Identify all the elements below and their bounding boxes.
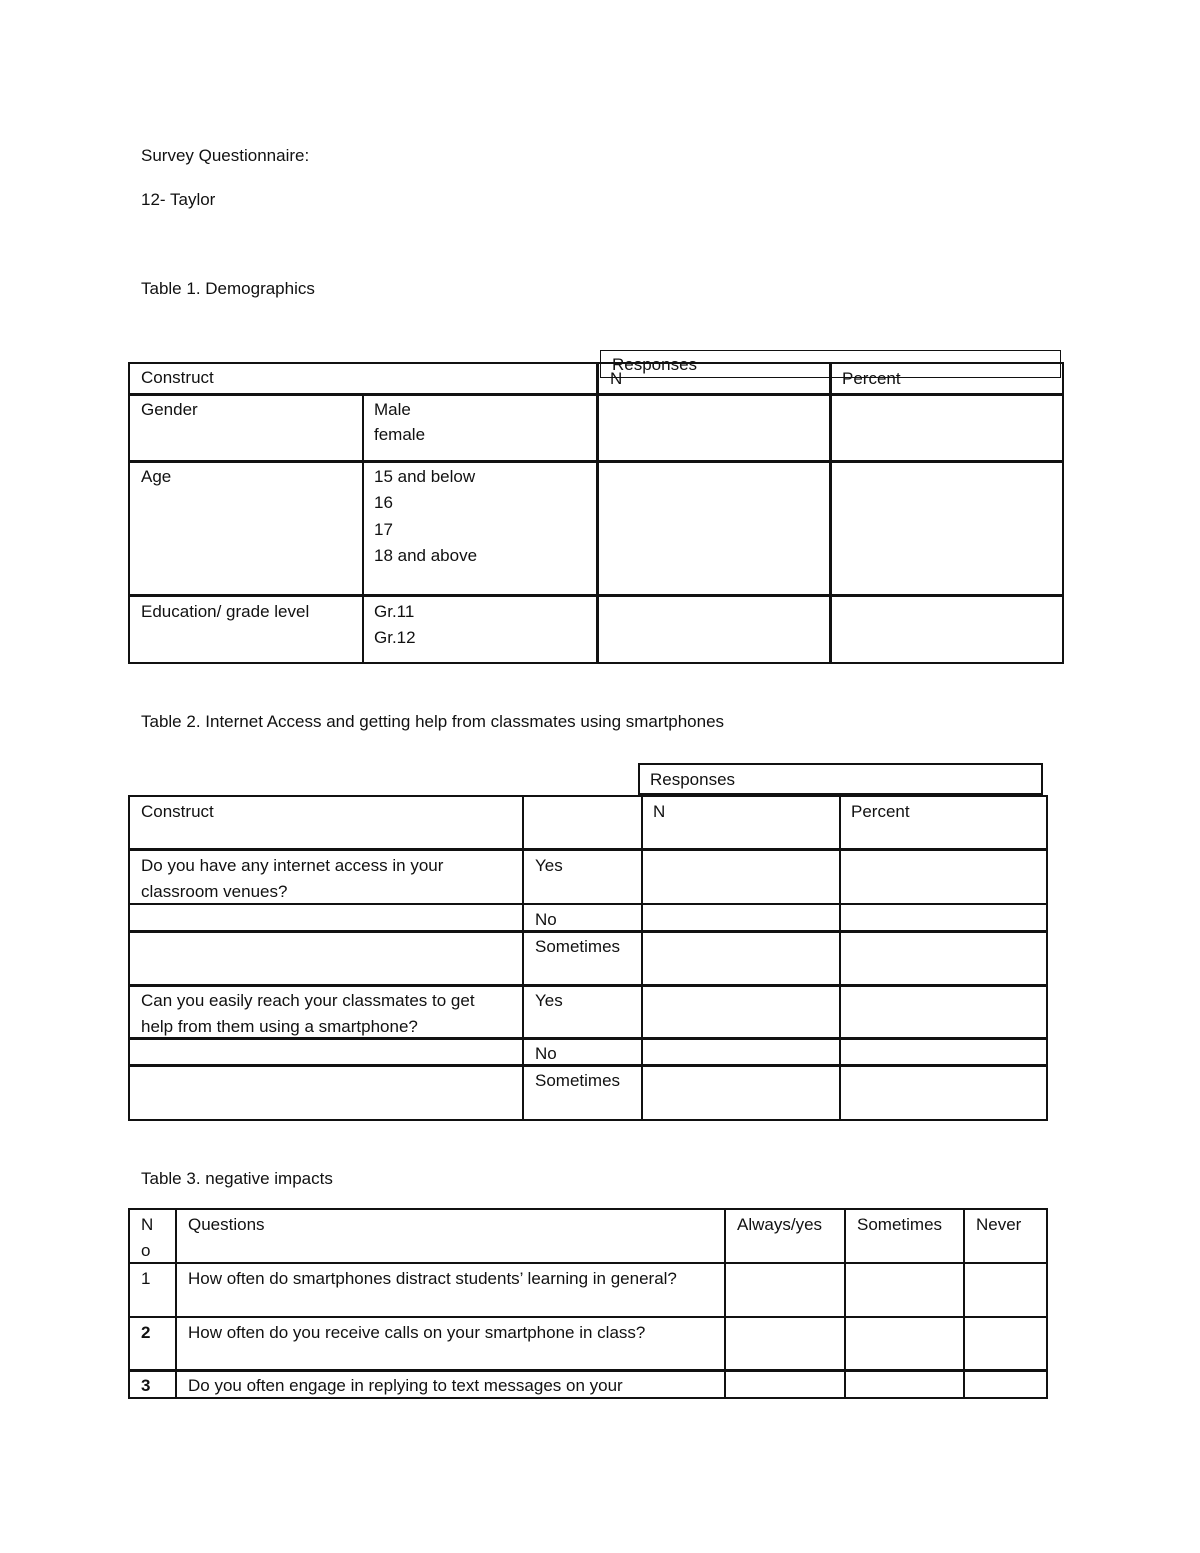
table1-header-construct: Construct (141, 368, 214, 387)
table1-row-construct: Education/ grade level (141, 602, 310, 621)
table2-row-option: Sometimes (535, 937, 621, 956)
table2-row-option: No (535, 910, 557, 929)
table1-row-option: Gr.11 (374, 602, 415, 621)
table2-header-n: N (653, 802, 666, 821)
table2-row-question: Can you easily reach your classmates to get help from them using a smartphone? (141, 991, 475, 1036)
table2-row-question: Do you have any internet access in your classroom venues? (141, 856, 444, 901)
table2-header-percent: Percent (851, 802, 910, 821)
table3-row-question: How often do you receive calls on your smartphone in class? (188, 1323, 646, 1342)
table3-header-always: Always/yes (737, 1215, 823, 1234)
table2-row-option: No (535, 1044, 557, 1063)
table3-caption: Table 3. negative impacts (141, 1169, 333, 1188)
document-title: Survey Questionnaire: (141, 146, 310, 165)
table1-row-option: female (374, 425, 426, 444)
table3-row-no: 3 (141, 1376, 151, 1395)
table3-header-sometimes: Sometimes (857, 1215, 943, 1234)
table2-header-construct: Construct (141, 802, 214, 821)
table2-row-option: Yes (535, 991, 563, 1010)
document-section: 12- Taylor (141, 190, 216, 209)
table2-responses-label: Responses (650, 770, 736, 789)
table1-row-option: 18 and above (374, 546, 478, 565)
table3-header-never: Never (976, 1215, 1022, 1234)
table2-row-option: Sometimes (535, 1071, 621, 1090)
table1-row-option: 16 (374, 493, 393, 512)
table1-row-option: Gr.12 (374, 628, 416, 647)
table3-header-questions: Questions (188, 1215, 265, 1234)
table3-header-no: No (141, 1215, 154, 1260)
table3-row-question: How often do smartphones distract students’ learning in general? (188, 1269, 677, 1288)
table1-row-option: 15 and below (374, 467, 476, 486)
table1-row-option: 17 (374, 520, 393, 539)
table2-caption: Table 2. Internet Access and getting help from classmates using smartphones (141, 712, 725, 731)
table3-row-no: 1 (141, 1269, 151, 1288)
table1-row-option: Male (374, 400, 411, 419)
table1-header-n: N (610, 369, 623, 388)
table1-row-construct: Age (141, 467, 172, 486)
table2-row-option: Yes (535, 856, 563, 875)
table1-responses-label: Responses (612, 355, 698, 374)
table1-row-construct: Gender (141, 400, 198, 419)
table3-row-question: Do you often engage in replying to text messages on your (188, 1376, 623, 1395)
table1-caption: Table 1. Demographics (141, 279, 315, 298)
table3-row-no: 2 (141, 1323, 151, 1342)
table1-header-percent: Percent (842, 369, 901, 388)
